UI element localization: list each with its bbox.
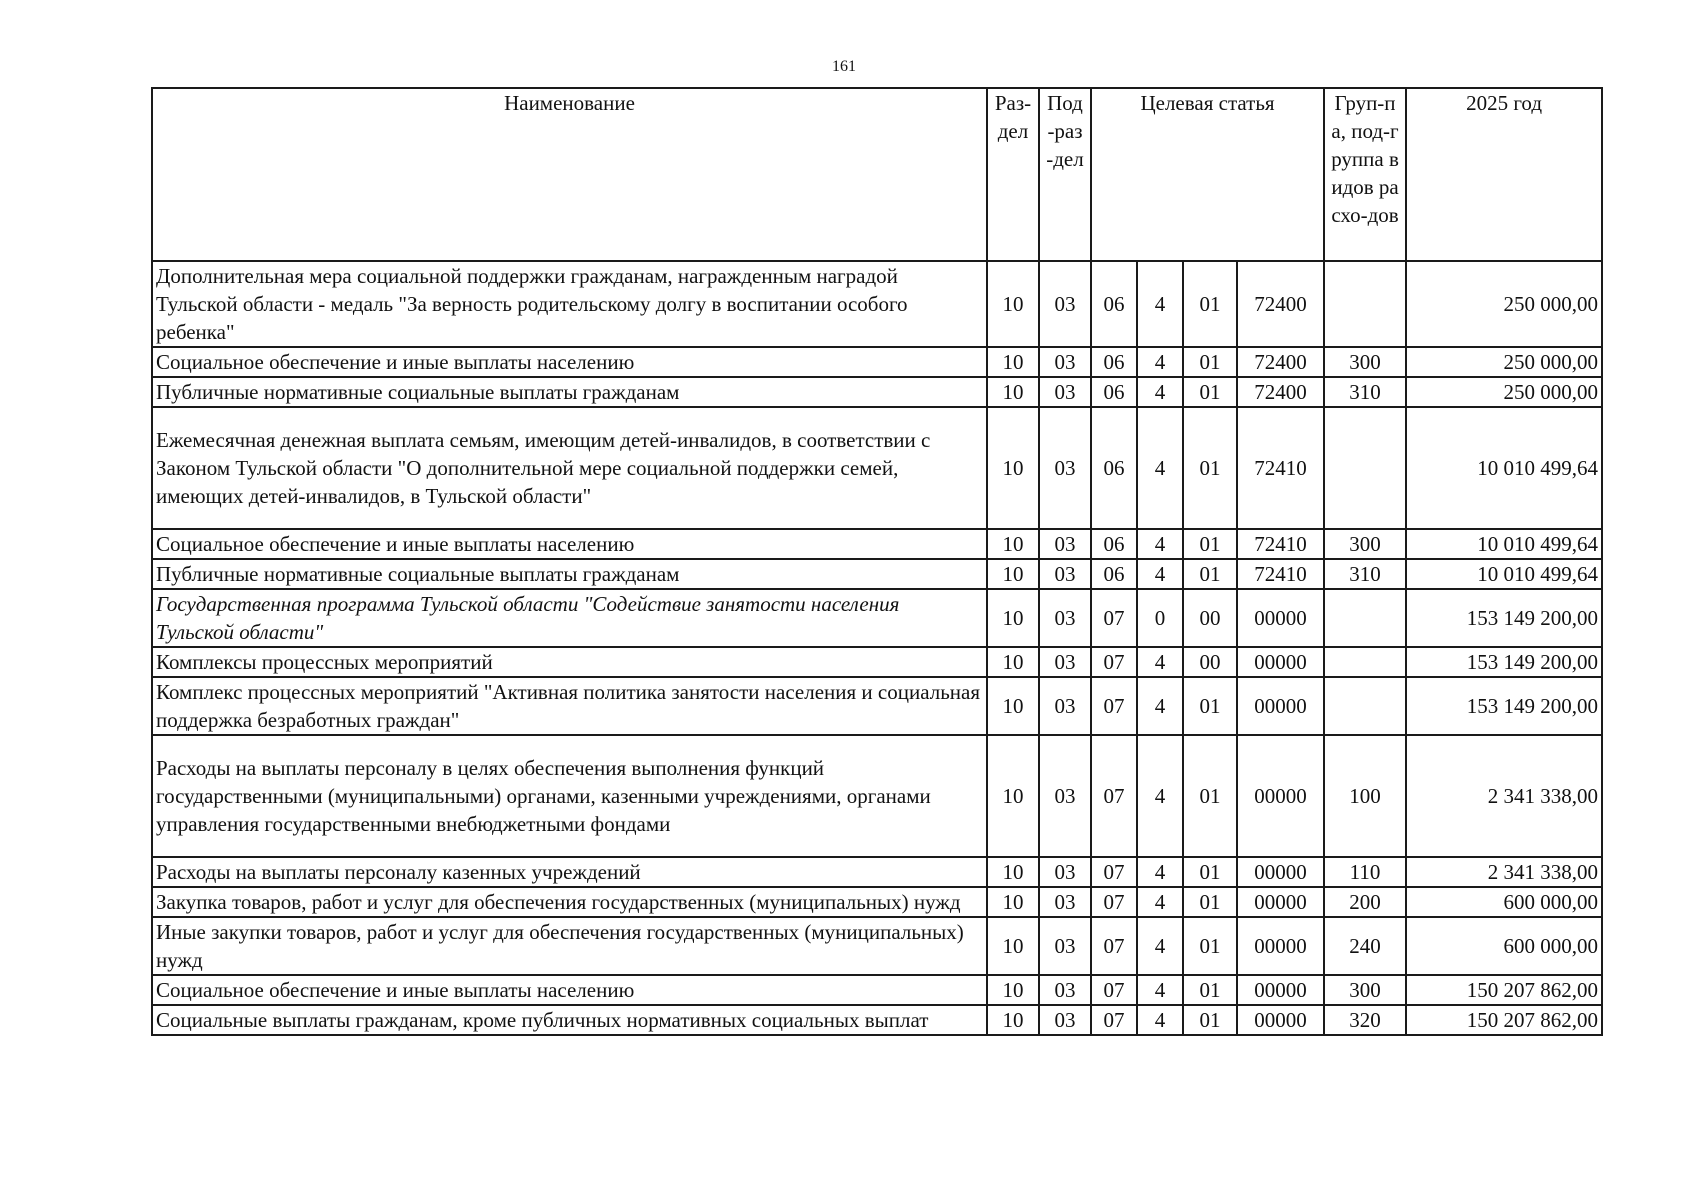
row-name: Государственная программа Тульской области "Содействие занятости населения Тульской области" [152, 589, 987, 647]
row-amount: 600 000,00 [1406, 917, 1602, 975]
row-target-type: 4 [1137, 377, 1183, 407]
table-row [152, 677, 1602, 735]
row-target-direction: 72410 [1237, 559, 1324, 589]
row-target-direction: 00000 [1237, 677, 1324, 735]
header-name: Наименование [152, 88, 987, 261]
row-name: Закупка товаров, работ и услуг для обеспечения государственных (муниципальных) нужд [152, 887, 987, 917]
row-expense-group: 310 [1324, 377, 1406, 407]
row-razdel: 10 [987, 347, 1039, 377]
row-razdel: 10 [987, 647, 1039, 677]
row-podrazdel: 03 [1039, 261, 1091, 347]
row-razdel: 10 [987, 735, 1039, 857]
row-razdel: 10 [987, 975, 1039, 1005]
row-target-program: 07 [1091, 975, 1137, 1005]
row-expense-group: 310 [1324, 559, 1406, 589]
row-target-subprogram: 01 [1183, 529, 1237, 559]
row-razdel: 10 [987, 407, 1039, 529]
row-name: Публичные нормативные социальные выплаты гражданам [152, 377, 987, 407]
row-expense-group: 300 [1324, 529, 1406, 559]
row-target-program: 06 [1091, 377, 1137, 407]
row-target-program: 07 [1091, 647, 1137, 677]
row-target-program: 07 [1091, 589, 1137, 647]
row-podrazdel: 03 [1039, 975, 1091, 1005]
table-row [152, 857, 1602, 887]
row-target-direction: 72400 [1237, 261, 1324, 347]
row-target-subprogram: 01 [1183, 559, 1237, 589]
row-target-type: 4 [1137, 975, 1183, 1005]
row-amount: 10 010 499,64 [1406, 559, 1602, 589]
row-target-subprogram: 01 [1183, 887, 1237, 917]
row-razdel: 10 [987, 529, 1039, 559]
row-target-subprogram: 01 [1183, 1005, 1237, 1035]
row-target-subprogram: 01 [1183, 377, 1237, 407]
table-row [152, 975, 1602, 1005]
row-target-subprogram: 01 [1183, 407, 1237, 529]
page-number: 161 [832, 58, 856, 75]
row-target-type: 4 [1137, 529, 1183, 559]
row-amount: 250 000,00 [1406, 347, 1602, 377]
row-name: Ежемесячная денежная выплата семьям, имеющим детей-инвалидов, в соответствии с Законом Тульской области "О дополнительной мере социальной поддержки семей, имеющих детей-инвалидов, в Тульской области" [152, 407, 987, 529]
row-target-type: 4 [1137, 1005, 1183, 1035]
row-expense-group: 240 [1324, 917, 1406, 975]
row-target-direction: 00000 [1237, 857, 1324, 887]
row-razdel: 10 [987, 377, 1039, 407]
header-podrazdel: Под-раз-дел [1039, 88, 1091, 261]
row-amount: 153 149 200,00 [1406, 647, 1602, 677]
table-row [152, 347, 1602, 377]
row-target-direction: 00000 [1237, 1005, 1324, 1035]
row-podrazdel: 03 [1039, 377, 1091, 407]
row-amount: 153 149 200,00 [1406, 589, 1602, 647]
table-row [152, 887, 1602, 917]
row-razdel: 10 [987, 589, 1039, 647]
row-expense-group: 320 [1324, 1005, 1406, 1035]
row-expense-group: 200 [1324, 887, 1406, 917]
header-target: Целевая статья [1091, 88, 1324, 261]
row-name: Комплексы процессных мероприятий [152, 647, 987, 677]
table-row [152, 377, 1602, 407]
row-razdel: 10 [987, 559, 1039, 589]
row-name: Публичные нормативные социальные выплаты гражданам [152, 559, 987, 589]
header-year: 2025 год [1406, 88, 1602, 261]
row-target-subprogram: 01 [1183, 735, 1237, 857]
row-name: Иные закупки товаров, работ и услуг для обеспечения государственных (муниципальных) нужд [152, 917, 987, 975]
row-razdel: 10 [987, 917, 1039, 975]
row-target-subprogram: 00 [1183, 589, 1237, 647]
row-amount: 600 000,00 [1406, 887, 1602, 917]
row-target-subprogram: 01 [1183, 347, 1237, 377]
table-row [152, 647, 1602, 677]
row-target-direction: 00000 [1237, 975, 1324, 1005]
row-target-type: 4 [1137, 735, 1183, 857]
row-razdel: 10 [987, 677, 1039, 735]
table-row [152, 559, 1602, 589]
table-header-row [152, 88, 1602, 261]
row-amount: 153 149 200,00 [1406, 677, 1602, 735]
row-target-program: 07 [1091, 735, 1137, 857]
table-row [152, 1005, 1602, 1035]
budget-table [151, 87, 1603, 1036]
row-podrazdel: 03 [1039, 347, 1091, 377]
row-target-type: 4 [1137, 347, 1183, 377]
row-target-subprogram: 01 [1183, 857, 1237, 887]
row-target-direction: 00000 [1237, 735, 1324, 857]
row-target-program: 06 [1091, 261, 1137, 347]
row-target-program: 07 [1091, 857, 1137, 887]
row-target-program: 07 [1091, 677, 1137, 735]
row-expense-group [1324, 647, 1406, 677]
row-target-subprogram: 01 [1183, 261, 1237, 347]
row-expense-group: 100 [1324, 735, 1406, 857]
row-target-direction: 00000 [1237, 917, 1324, 975]
row-target-program: 07 [1091, 887, 1137, 917]
row-target-direction: 72410 [1237, 529, 1324, 559]
row-target-program: 06 [1091, 559, 1137, 589]
row-name: Социальное обеспечение и иные выплаты населению [152, 529, 987, 559]
row-expense-group: 300 [1324, 975, 1406, 1005]
row-podrazdel: 03 [1039, 857, 1091, 887]
row-amount: 150 207 862,00 [1406, 1005, 1602, 1035]
row-razdel: 10 [987, 261, 1039, 347]
row-target-program: 07 [1091, 917, 1137, 975]
row-razdel: 10 [987, 857, 1039, 887]
row-target-type: 0 [1137, 589, 1183, 647]
row-target-direction: 72400 [1237, 347, 1324, 377]
row-name: Социальные выплаты гражданам, кроме публичных нормативных социальных выплат [152, 1005, 987, 1035]
row-target-program: 06 [1091, 347, 1137, 377]
row-name: Расходы на выплаты персоналу в целях обеспечения выполнения функций государственными (муниципальными) органами, казенными учреждениями, органами управления государственными внебюджетными фондами [152, 735, 987, 857]
row-target-program: 06 [1091, 407, 1137, 529]
row-target-type: 4 [1137, 917, 1183, 975]
row-amount: 10 010 499,64 [1406, 529, 1602, 559]
row-expense-group [1324, 261, 1406, 347]
row-amount: 10 010 499,64 [1406, 407, 1602, 529]
table-row [152, 529, 1602, 559]
row-expense-group: 110 [1324, 857, 1406, 887]
row-podrazdel: 03 [1039, 1005, 1091, 1035]
row-target-subprogram: 01 [1183, 677, 1237, 735]
row-podrazdel: 03 [1039, 677, 1091, 735]
row-podrazdel: 03 [1039, 529, 1091, 559]
row-amount: 150 207 862,00 [1406, 975, 1602, 1005]
row-target-type: 4 [1137, 407, 1183, 529]
row-target-type: 4 [1137, 559, 1183, 589]
row-expense-group: 300 [1324, 347, 1406, 377]
row-target-direction: 00000 [1237, 589, 1324, 647]
row-target-subprogram: 01 [1183, 917, 1237, 975]
row-target-type: 4 [1137, 261, 1183, 347]
row-amount: 2 341 338,00 [1406, 735, 1602, 857]
header-razdel: Раз-дел [987, 88, 1039, 261]
row-expense-group [1324, 407, 1406, 529]
row-target-direction: 72400 [1237, 377, 1324, 407]
row-target-direction: 72410 [1237, 407, 1324, 529]
table-row [152, 407, 1602, 529]
row-target-direction: 00000 [1237, 887, 1324, 917]
row-razdel: 10 [987, 1005, 1039, 1035]
row-podrazdel: 03 [1039, 887, 1091, 917]
row-amount: 250 000,00 [1406, 261, 1602, 347]
row-expense-group [1324, 589, 1406, 647]
row-target-type: 4 [1137, 887, 1183, 917]
row-target-direction: 00000 [1237, 647, 1324, 677]
row-podrazdel: 03 [1039, 589, 1091, 647]
table-row [152, 735, 1602, 857]
table-row [152, 589, 1602, 647]
row-target-program: 06 [1091, 529, 1137, 559]
row-amount: 250 000,00 [1406, 377, 1602, 407]
table-row [152, 917, 1602, 975]
row-target-type: 4 [1137, 857, 1183, 887]
row-target-subprogram: 00 [1183, 647, 1237, 677]
row-target-subprogram: 01 [1183, 975, 1237, 1005]
row-name: Социальное обеспечение и иные выплаты населению [152, 347, 987, 377]
row-target-type: 4 [1137, 677, 1183, 735]
row-podrazdel: 03 [1039, 407, 1091, 529]
row-razdel: 10 [987, 887, 1039, 917]
row-target-program: 07 [1091, 1005, 1137, 1035]
table-row [152, 261, 1602, 347]
row-podrazdel: 03 [1039, 917, 1091, 975]
row-name: Комплекс процессных мероприятий "Активная политика занятости населения и социальная поддержка безработных граждан" [152, 677, 987, 735]
row-podrazdel: 03 [1039, 647, 1091, 677]
row-name: Дополнительная мера социальной поддержки гражданам, награжденным наградой Тульской области - медаль "За верность родительскому долгу в воспитании особого ребенка" [152, 261, 987, 347]
row-name: Социальное обеспечение и иные выплаты населению [152, 975, 987, 1005]
row-expense-group [1324, 677, 1406, 735]
row-podrazdel: 03 [1039, 559, 1091, 589]
row-target-type: 4 [1137, 647, 1183, 677]
header-group: Груп-па, под-группа видов расхо-дов [1324, 88, 1406, 261]
row-amount: 2 341 338,00 [1406, 857, 1602, 887]
row-podrazdel: 03 [1039, 735, 1091, 857]
row-name: Расходы на выплаты персоналу казенных учреждений [152, 857, 987, 887]
